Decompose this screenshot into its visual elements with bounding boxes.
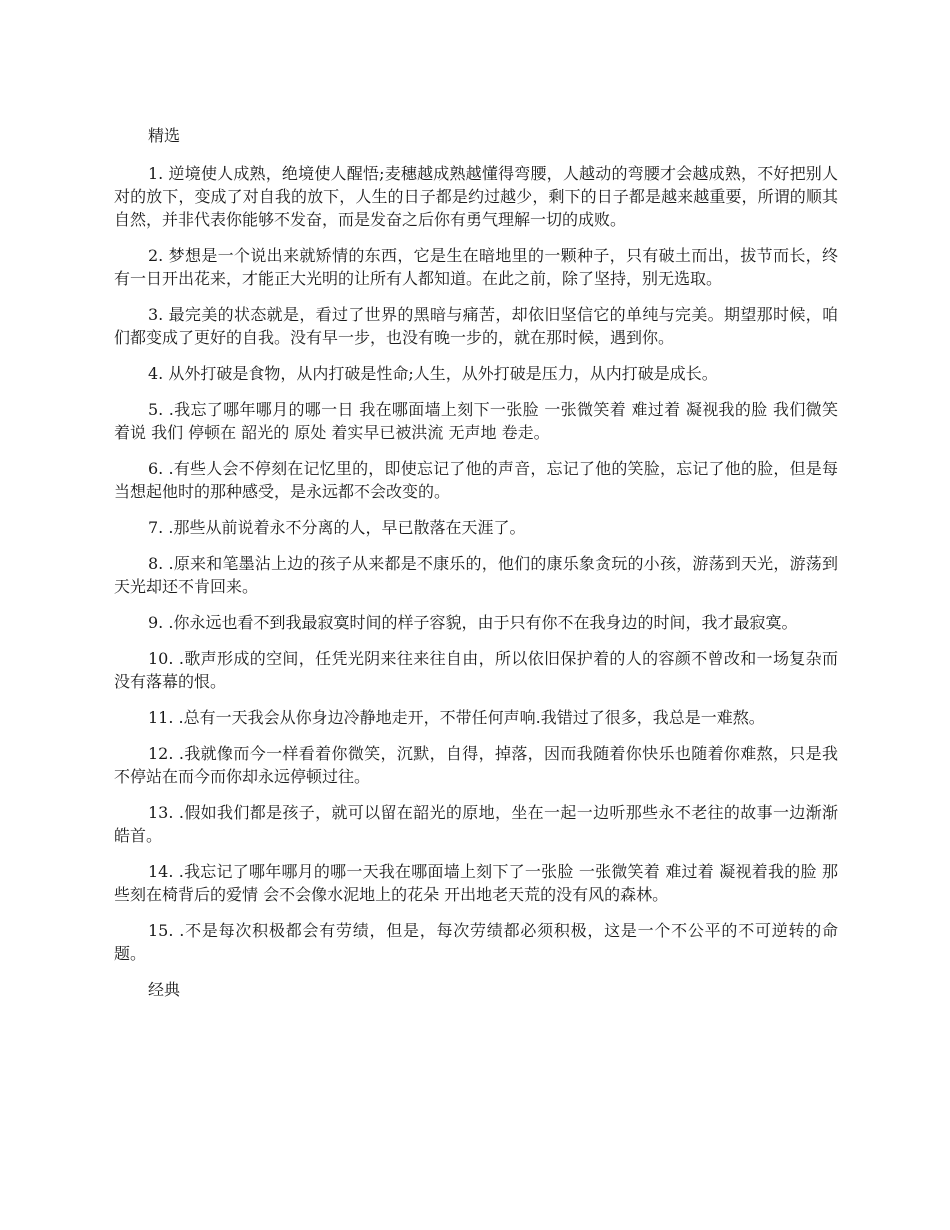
- paragraph-2: 2. 梦想是一个说出来就矫情的东西，它是生在暗地里的一颗种子，只有破土而出，拔节而长，终有一日开出花来，才能正大光明的让所有人都知道。在此之前，除了坚持，别无选取。: [114, 246, 838, 288]
- paragraph-5: 5. .我忘了哪年哪月的哪一日 我在哪面墙上刻下一张脸 一张微笑着 难过着 凝视我的脸 我们微笑着说 我们 停顿在 韶光的 原处 着实早已被洪流 无声地 卷走。: [114, 400, 838, 442]
- section-header-selected: 精选: [148, 126, 181, 145]
- paragraph-12: 12. .我就像而今一样看着你微笑，沉默，自得，掉落，因而我随着你快乐也随着你难熬，只是我不停站在而今而你却永远停顿过往。: [114, 744, 838, 786]
- paragraph-1: 1. 逆境使人成熟，绝境使人醒悟;麦穗越成熟越懂得弯腰，人越动的弯腰才会越成熟，不好把别人对的放下，变成了对自我的放下，人生的日子都是约过越少，剩下的日子都是越来越重要，所谓的顺其自然，并非代表你能够不发奋，而是发奋之后你有勇气理解一切的成败。: [114, 164, 838, 229]
- document-page: [114, 124, 838, 1001]
- paragraph-7: 7. .那些从前说着永不分离的人，早已散落在天涯了。: [148, 518, 526, 537]
- paragraph-9: 9. .你永远也看不到我最寂寞时间的样子容貌，由于只有你不在我身边的时间，我才最寂寞。: [148, 613, 798, 632]
- paragraph-8: 8. .原来和笔墨沾上边的孩子从来都是不康乐的，他们的康乐象贪玩的小孩，游荡到天光，游荡到天光却还不肯回来。: [114, 554, 838, 596]
- paragraph-14: 14. .我忘记了哪年哪月的哪一天我在哪面墙上刻下了一张脸 一张微笑着 难过着 凝视着我的脸 那些刻在椅背后的爱情 会不会像水泥地上的花朵 开出地老天荒的没有风的森林。: [114, 862, 838, 904]
- paragraph-10: 10. .歌声形成的空间，任凭光阴来往来往自由，所以依旧保护着的人的容颜不曾改和一场复杂而没有落幕的恨。: [114, 649, 838, 691]
- paragraph-3: 3. 最完美的状态就是，看过了世界的黑暗与痛苦，却依旧坚信它的单纯与完美。期望那时候，咱们都变成了更好的自我。没有早一步，也没有晚一步的，就在那时候，遇到你。: [114, 305, 838, 347]
- paragraph-11: 11. .总有一天我会从你身边冷静地走开，不带任何声响.我错过了很多，我总是一难熬。: [148, 708, 765, 727]
- paragraph-15: 15. .不是每次积极都会有劳绩，但是，每次劳绩都必须积极，这是一个不公平的不可逆转的命题。: [114, 921, 838, 963]
- paragraph-4: 4. 从外打破是食物，从内打破是性命;人生，从外打破是压力，从内打破是成长。: [148, 364, 718, 383]
- paragraph-13: 13. .假如我们都是孩子，就可以留在韶光的原地，坐在一起一边听那些永不老往的故事一边渐渐皓首。: [114, 803, 838, 845]
- paragraph-6: 6. .有些人会不停刻在记忆里的，即使忘记了他的声音，忘记了他的笑脸，忘记了他的脸，但是每当想起他时的那种感受，是永远都不会改变的。: [114, 459, 838, 501]
- section-header-classic: 经典: [148, 980, 181, 999]
